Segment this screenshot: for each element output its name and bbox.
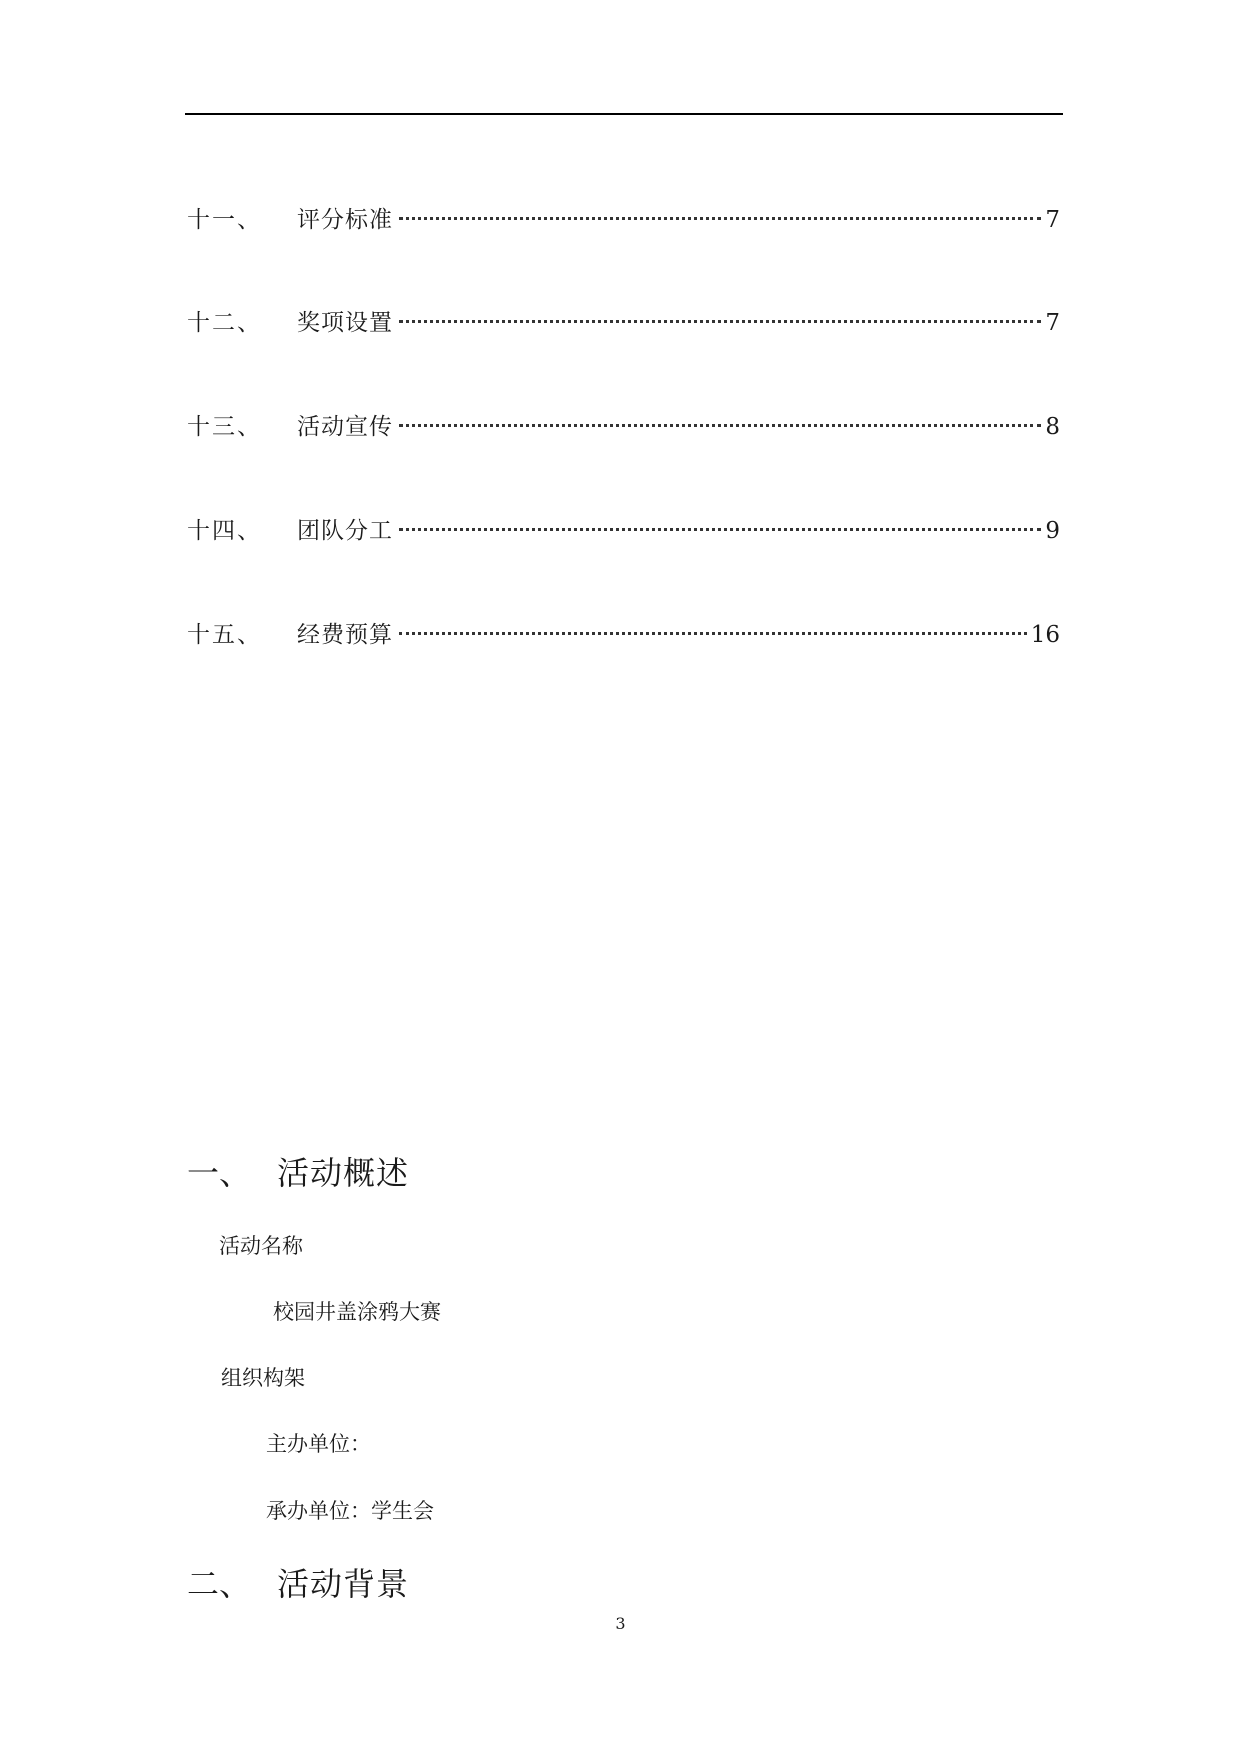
toc-entry-number: 十四、 [187,518,262,544]
toc-entry-title: 奖项设置 [297,310,393,336]
toc-dot-leader [399,217,1041,220]
toc-entry-page: 7 [1045,207,1060,233]
toc-dot-leader [399,632,1027,635]
toc-entry[interactable] [187,306,1060,340]
toc-entry-title: 经费预算 [297,622,393,648]
toc-entry-title: 团队分工 [297,518,393,544]
activity-name-label: 活动名称 [219,1234,303,1258]
toc-dot-leader [399,320,1041,323]
org-structure-label: 组织构架 [221,1366,305,1390]
organizer-unit: 承办单位：学生会 [266,1499,434,1523]
toc-entry[interactable] [187,410,1060,444]
toc-entry-number: 十五、 [187,622,262,648]
toc-dot-leader [399,424,1041,427]
toc-entry[interactable] [187,514,1060,548]
section-title: 活动概述 [277,1154,410,1192]
section-heading-background [187,1562,409,1606]
activity-name-value: 校园井盖涂鸦大赛 [273,1300,441,1324]
header-rule [185,113,1063,115]
section-number: 二、 [187,1565,252,1603]
section-heading-overview [187,1151,409,1195]
toc-entry-page: 9 [1045,518,1060,544]
toc-entry[interactable] [187,203,1060,237]
host-unit: 主办单位： [266,1432,371,1456]
section-title: 活动背景 [277,1565,410,1603]
section-number: 一、 [187,1154,252,1192]
page-number: 3 [615,1614,626,1633]
toc-entry-number: 十三、 [187,414,262,440]
toc-entry-page: 7 [1045,310,1060,336]
toc-entry-page: 16 [1030,622,1060,648]
toc-entry-title: 评分标准 [297,207,393,233]
toc-dot-leader [399,528,1041,531]
toc-entry-page: 8 [1045,414,1060,440]
toc-entry-number: 十一、 [187,207,262,233]
toc-entry-number: 十二、 [187,310,262,336]
toc-entry[interactable] [187,618,1060,652]
toc-entry-title: 活动宣传 [297,414,393,440]
